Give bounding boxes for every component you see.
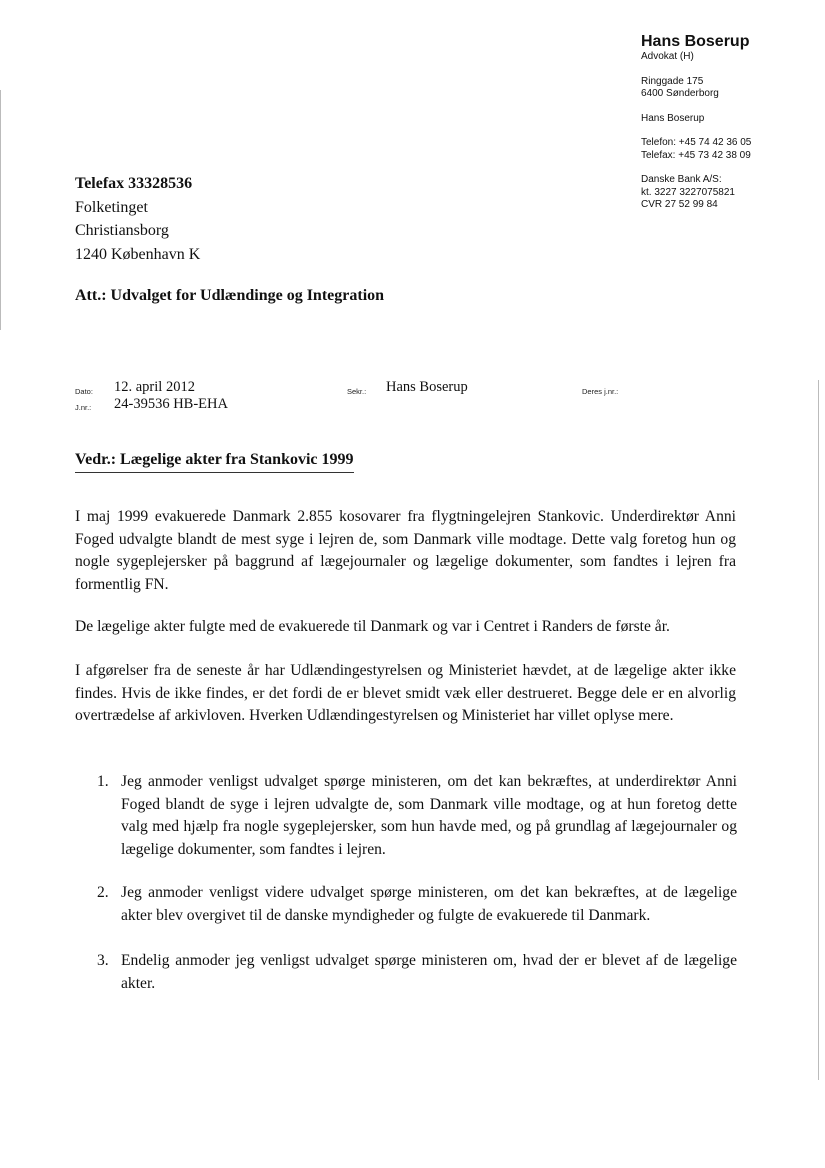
scan-edge-mark <box>0 90 1 330</box>
letterhead-contact-name: Hans Boserup <box>641 112 705 124</box>
letterhead-title: Advokat (H) <box>641 51 694 62</box>
letterhead-fax: Telefax: +45 73 42 38 09 <box>641 149 751 161</box>
list-item-number: 1. <box>97 773 109 790</box>
list-item <box>97 882 737 927</box>
jnr-label: J.nr.: <box>75 403 92 412</box>
letterhead-city: 6400 Sønderborg <box>641 88 719 99</box>
list-item <box>97 950 737 995</box>
jnr-value: 24-39536 HB-EHA <box>114 396 228 412</box>
recipient-city: 1240 København K <box>75 245 201 263</box>
sekr-label: Sekr.: <box>347 387 367 396</box>
letterhead-cvr: CVR 27 52 99 84 <box>641 199 718 210</box>
letterhead <box>641 32 811 212</box>
attention-line: Att.: Udvalget for Udlændinge og Integration <box>75 287 385 304</box>
scan-edge-mark <box>818 380 819 1080</box>
sekr-value: Hans Boserup <box>386 379 468 395</box>
paragraph-2: De lægelige akter fulgte med de evakuerede til Danmark og var i Centret i Randers de første år. <box>75 618 670 635</box>
list-item <box>97 771 737 861</box>
deres-jnr-label: Deres j.nr.: <box>582 387 619 396</box>
list-item-text: Jeg anmoder venligst videre udvalget spørge ministeren, om det kan bekræftes, at de lægelige akter blev overgivet til de danske myndigheder og fulgte de evakuerede til Danmark. <box>121 884 737 924</box>
recipient-fax: Telefax 33328536 <box>75 175 193 192</box>
letterhead-bank: Danske Bank A/S: <box>641 174 722 185</box>
paragraph-1: I maj 1999 evakuerede Danmark 2.855 kosovarer fra flygtningelejren Stankovic. Underdirektør Anni Foged udvalgte blandt de mest syge i lejren de, som Danmark ville modtage. Dette valg foretog hun og nogle sygeplejersker på baggrund af lægejournaler og lægelige dokumenter, som fandtes i lejren fra formentlig FN. <box>75 508 736 593</box>
recipient-block <box>75 172 200 266</box>
paragraph-3: I afgørelser fra de seneste år har Udlændingestyrelsen og Ministeriet hævdet, at de lægelige akter ikke findes. Hvis de ikke findes, er det fordi de er blevet smidt væk eller destrueret. Begge dele er en alvorlig overtrædelse af arkivloven. Hverken Udlændingestyrelsen og Ministeriet har villet oplyse mere. <box>75 662 736 724</box>
subject-line: Vedr.: Lægelige akter fra Stankovic 1999 <box>75 451 354 473</box>
date-value: 12. april 2012 <box>114 379 195 395</box>
list-item-number: 2. <box>97 884 109 901</box>
list-item-text: Jeg anmoder venligst udvalget spørge ministeren, om det kan bekræftes, at underdirektør Anni Foged blandt de syge i lejren udvalgte de, som Danmark ville modtage, og at hun foretog dette valg med hjælp fra nogle sygeplejersker, som hun havde med, og på grundlag af lægejournaler og lægelige dokumenter, som fandtes i lejren. <box>121 773 737 858</box>
recipient-building: Christiansborg <box>75 222 169 239</box>
letterhead-name: Hans Boserup <box>641 33 750 50</box>
letterhead-account: kt. 3227 3227075821 <box>641 186 735 198</box>
list-item-number: 3. <box>97 952 109 969</box>
list-item-text: Endelig anmoder jeg venligst udvalget spørge ministeren om, hvad der er blevet af de lægelige akter. <box>121 952 737 992</box>
letterhead-phone: Telefon: +45 74 42 36 05 <box>641 137 752 148</box>
letterhead-street: Ringgade 175 <box>641 75 704 87</box>
recipient-org: Folketinget <box>75 198 148 216</box>
date-label: Dato: <box>75 387 93 396</box>
